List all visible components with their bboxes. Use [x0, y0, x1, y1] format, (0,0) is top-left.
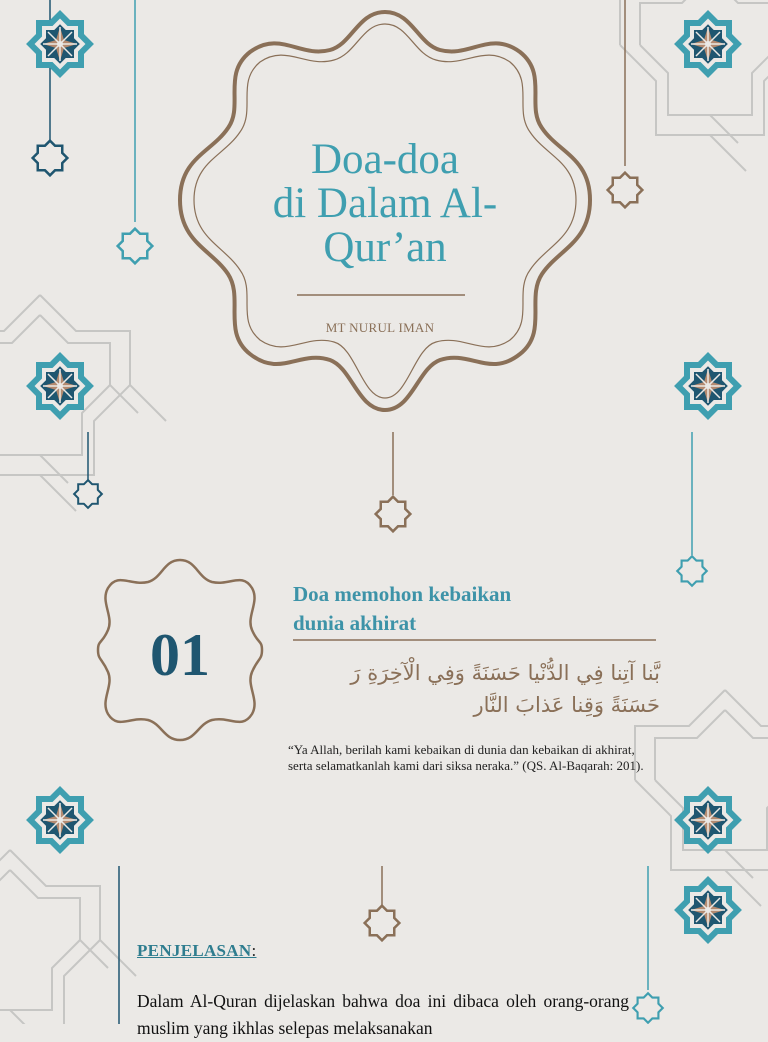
line-pattern-bottom-left: [0, 850, 136, 1024]
mosaic-star-icon: [26, 352, 94, 420]
hanging-star-icon: [365, 906, 399, 940]
arabic-verse: [290, 657, 660, 721]
mosaic-star-icon: [674, 10, 742, 78]
mosaic-star-icon: [674, 876, 742, 944]
explanation-label-text: PENJELASAN: [137, 941, 252, 960]
section-heading: [293, 580, 653, 638]
hanging-star-icon: [118, 229, 152, 263]
title-line: Qur’an: [323, 224, 447, 271]
hanging-star-icon: [74, 480, 101, 507]
hanging-star-icon: [33, 141, 67, 175]
explanation-body: Dalam Al-Quran dijelaskan bahwa doa ini dibaca oleh orang-orang muslim yang ikhlas selepas melaksanakan: [137, 991, 629, 1038]
section-number: 01: [150, 622, 210, 688]
title-line: di Dalam Al-: [272, 180, 498, 227]
heading-line: dunia akhirat: [293, 611, 417, 635]
heading-line: Doa memohon kebaikan: [293, 582, 512, 606]
hanging-star-icon: [608, 173, 642, 207]
hanging-star-icon: [376, 497, 410, 531]
hanging-star-icon: [634, 994, 663, 1023]
page-title: [220, 138, 550, 270]
arabic-line: بَّنا آتِنا فِي الدُّنْيا حَسَنَةً وَفِي الْآخِرَةِ رَ: [350, 661, 660, 685]
mosaic-star-icon: [674, 352, 742, 420]
verse-translation: “Ya Allah, berilah kami kebaikan di dunia dan kebaikan di akhirat, serta selamatkanlah kami dari siksa neraka.” (QS. Al-Baqarah: 201).: [288, 742, 644, 773]
title-line: Doa-doa: [310, 136, 460, 183]
explanation-label: [137, 941, 257, 961]
author-name: MT NURUL IMAN: [325, 320, 435, 335]
mosaic-star-icon: [26, 786, 94, 854]
arabic-line: حَسَنَةً وَقِنا عَذابَ النَّار: [473, 693, 660, 717]
mosaic-star-icon: [674, 786, 742, 854]
explanation-colon: :: [251, 941, 257, 960]
mosaic-star-icon: [26, 10, 94, 78]
hanging-star-icon: [678, 557, 707, 586]
